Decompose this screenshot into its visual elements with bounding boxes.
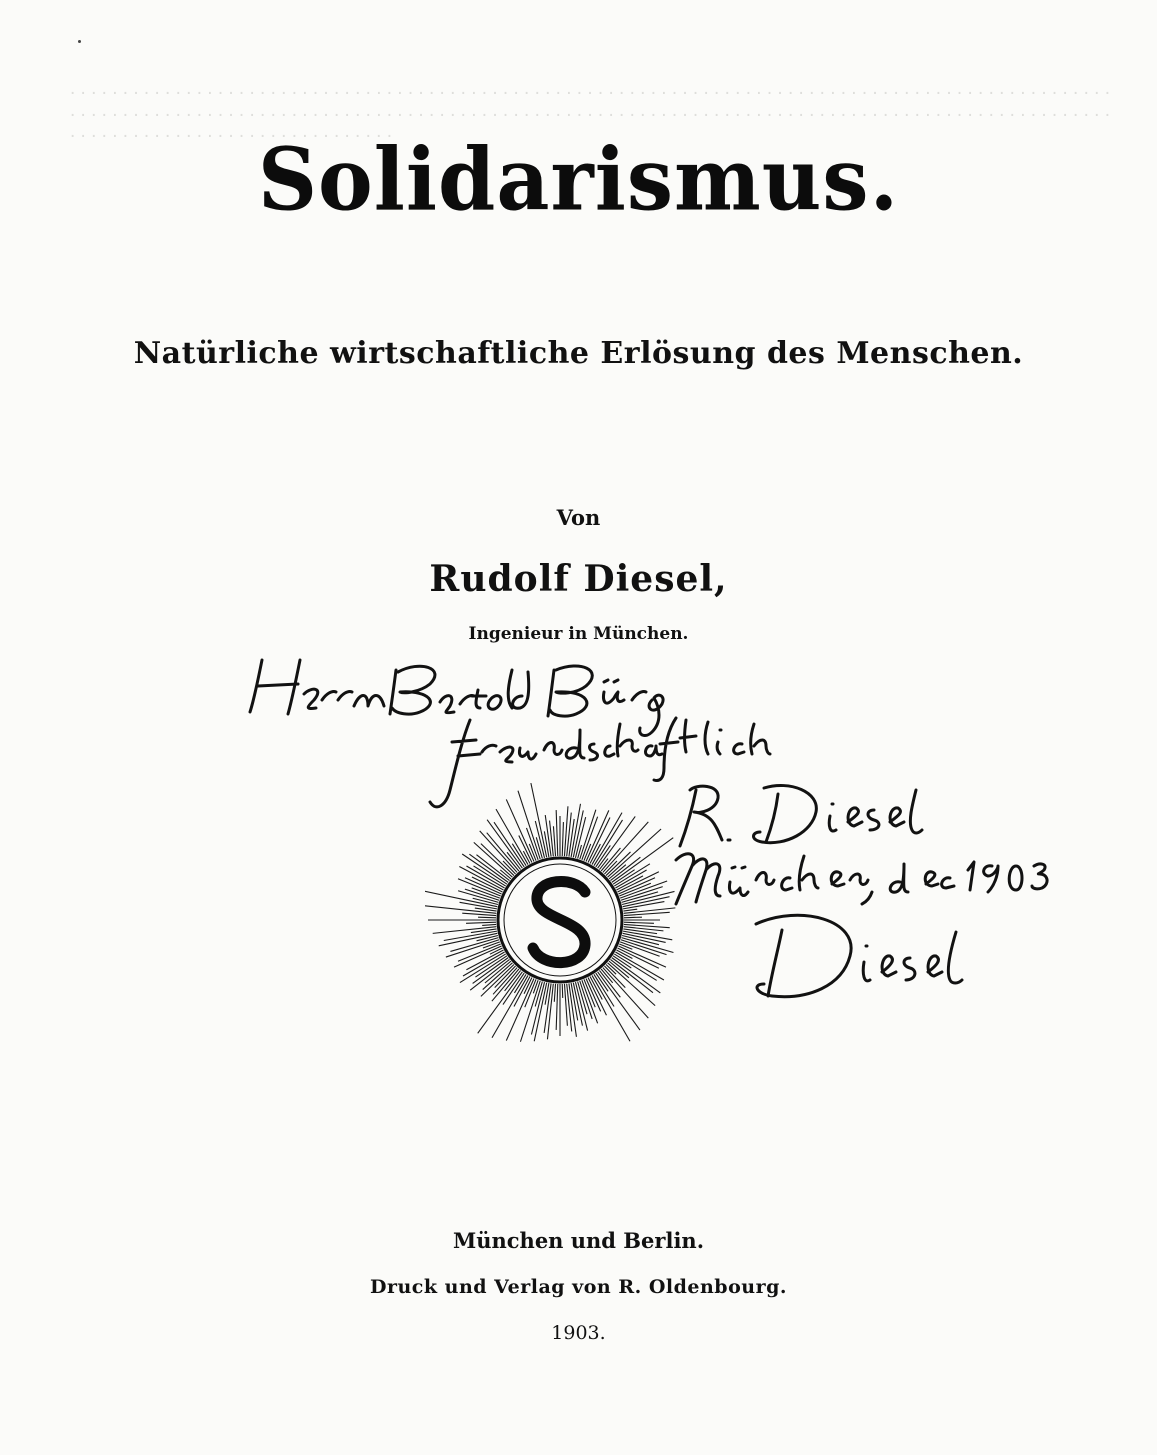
author-name: Rudolf Diesel, (429, 558, 728, 600)
sunburst-ray (562, 822, 563, 856)
sunburst-ray (624, 917, 642, 918)
sunburst-s-emblem-icon (425, 780, 695, 1050)
sunburst-ray (514, 974, 526, 993)
sunburst-ray (556, 984, 558, 1030)
sunburst-ray (519, 836, 532, 863)
sunburst-ray (553, 826, 555, 856)
publication-year: 1903. (551, 1322, 606, 1344)
sunburst-ray (531, 982, 544, 1034)
sunburst-ray (619, 944, 632, 949)
sunburst-ray (624, 922, 654, 923)
sunburst-ray (482, 924, 496, 925)
book-subtitle: Natürliche wirtschaftliche Erlösung des Menschen. (133, 336, 1024, 371)
book-title: Solidarismus. (257, 129, 900, 231)
bleed-through-text: . . . . . . . . . . . . . . . . . . . . . . . . . . . . . . . . . . . . . . . . . . . . . . . . . . . . . . . . . . . . . . . . . . . . . . . . . . . . . . . . . . . . . . . . . . . . . . . . . . . . . . . . . . . . . . . . . . . . . . . . . . . . . . . . . . . . . . . . . . . . . . . . . . . . . . . . . . . . . . . . . . . . . . . . . . . . . . . . . . . . . . . . . . . . . . . . . . . . . . . . . . . . . . . . . . . . . . . . . . . . . . . . . . . . . (70, 78, 1110, 143)
sunburst-ray (623, 909, 637, 911)
sunburst-ray (518, 791, 540, 859)
sunburst-ray (619, 883, 651, 896)
sunburst-ray (622, 891, 674, 904)
sunburst-ray (466, 922, 496, 923)
sunburst-ray (487, 820, 522, 869)
sunburst-ray (462, 913, 496, 915)
publisher-line: Druck und Verlag von R. Oldenbourg. (369, 1276, 787, 1298)
paper-speck (78, 40, 81, 43)
author-role: Ingenieur in München. (468, 624, 689, 644)
sunburst-ray (477, 935, 498, 940)
sunburst-ray (556, 810, 558, 856)
sunburst-ray (580, 981, 592, 1019)
sunburst-ray (478, 917, 496, 918)
sunburst-ray (534, 983, 546, 1042)
sunburst-ray (554, 984, 555, 1002)
by-line: Von (556, 505, 601, 530)
sunburst-ray (612, 958, 661, 993)
publication-place: München und Berlin. (452, 1228, 704, 1253)
